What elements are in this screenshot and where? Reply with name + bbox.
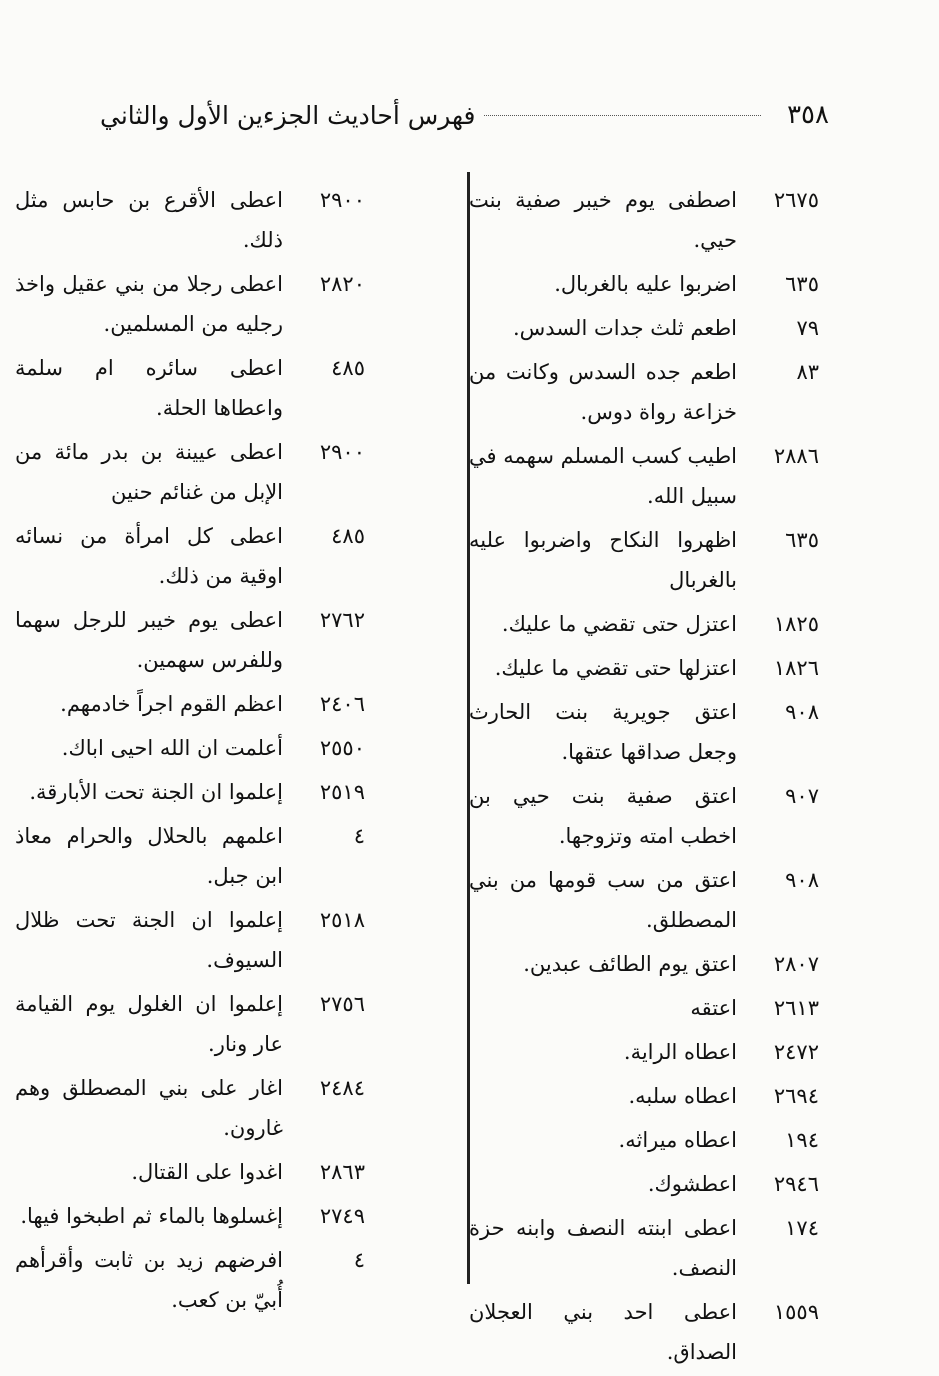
index-entry (15, 772, 365, 812)
index-entry (15, 432, 365, 512)
hadith-number: ٢٦٩٤ (773, 1084, 819, 1108)
index-entry (469, 308, 819, 348)
index-entry (469, 436, 819, 516)
hadith-text: اعطاه ميراثه. (618, 1128, 737, 1152)
index-entry (15, 1068, 365, 1148)
hadith-number: ٤ (353, 824, 365, 848)
hadith-number: ٢٨٠٧ (773, 952, 819, 976)
index-entry (469, 352, 819, 432)
hadith-number: ٢٧٦٢ (319, 608, 365, 632)
hadith-number: ٢٩٠٠ (319, 440, 365, 464)
index-entry (15, 1152, 365, 1192)
index-column-left (15, 180, 365, 1324)
index-entry (469, 944, 819, 984)
hadith-number: ٢٥١٨ (319, 908, 365, 932)
index-entry (15, 728, 365, 768)
hadith-number: ٢٦١٣ (773, 996, 819, 1020)
index-entry (469, 1032, 819, 1072)
hadith-text: اعتزل حتى تقضي ما عليك. (501, 612, 737, 636)
hadith-number: ٨٣ (796, 360, 819, 384)
page-number: ٣٥٨ (787, 100, 829, 130)
hadith-number: ٢٨٢٠ (319, 272, 365, 296)
hadith-number: ٢٩٠٠ (319, 188, 365, 212)
hadith-number: ٤ (353, 1248, 365, 1272)
hadith-text: اعطاه الراية. (623, 1040, 737, 1064)
hadith-text: افرضهم زيد بن ثابت وأقرأهم أُبيّ بن كعب. (15, 1248, 283, 1312)
hadith-text: اعطى يوم خيبر للرجل سهما وللفرس سهمين. (15, 608, 283, 672)
hadith-number: ١٩٤ (785, 1128, 819, 1152)
hadith-number: ٢٥٥٠ (319, 736, 365, 760)
hadith-number: ٢٤٨٤ (319, 1076, 365, 1100)
index-entry (15, 984, 365, 1064)
hadith-text: اعطاه سلبه. (628, 1084, 737, 1108)
header-dotted-rule (484, 115, 762, 116)
hadith-text: اعتق يوم الطائف عبدين. (523, 952, 737, 976)
hadith-text: اعطى رجلا من بني عقيل واخذ رجليه من المسلمين. (15, 272, 283, 336)
hadith-text: اعتزلها حتى تقضي ما عليك. (494, 656, 737, 680)
hadith-text: اعطى ابنته النصف وابنه حزة النصف. (469, 1216, 737, 1280)
index-entry (469, 988, 819, 1028)
hadith-text: اعتق من سب قومها من بني المصطلق. (469, 868, 737, 932)
index-column-right (469, 180, 819, 1376)
hadith-number: ٩٠٨ (785, 868, 819, 892)
index-entry (469, 1164, 819, 1204)
hadith-text: اعطى الأقرع بن حابس مثل ذلك. (15, 188, 283, 252)
index-entry (469, 1120, 819, 1160)
index-entry (469, 604, 819, 644)
hadith-number: ٢٦٧٥ (773, 188, 819, 212)
hadith-text: اظهروا النكاح واضربوا عليه بالغربال (469, 528, 737, 592)
hadith-text: اصطفى يوم خيبر صفية بنت حيي. (469, 188, 737, 252)
hadith-number: ١٨٢٦ (773, 656, 819, 680)
hadith-number: ٩٠٨ (785, 700, 819, 724)
hadith-text: اعتق صفية بنت حيي بن اخطب امته وتزوجها. (469, 784, 737, 848)
hadith-number: ٢٧٥٦ (319, 992, 365, 1016)
column-divider (467, 172, 470, 1284)
hadith-text: إعلموا ان الجنة تحت الأبارقة. (29, 780, 283, 804)
hadith-text: اعتقه (690, 996, 737, 1020)
hadith-text: إعلموا ان الغلول يوم القيامة عار ونار. (15, 992, 283, 1056)
hadith-number: ٢٧٤٩ (319, 1204, 365, 1228)
hadith-text: اعلمهم بالحلال والحرام معاذ ابن جبل. (15, 824, 283, 888)
hadith-text: اغدوا على القتال. (131, 1160, 283, 1184)
running-title: فهرس أحاديث الجزءين الأول والثاني (100, 100, 476, 130)
hadith-text: اطعم ثلث جدات السدس. (512, 316, 737, 340)
hadith-text: اضربوا عليه بالغربال. (554, 272, 737, 296)
index-entry (469, 1208, 819, 1288)
hadith-text: اعطى سائره ام سلمة واعطاها الحلة. (15, 356, 283, 420)
index-entry (469, 860, 819, 940)
index-entry (469, 180, 819, 260)
hadith-text: اعظم القوم اجراً خادمهم. (60, 692, 283, 716)
hadith-number: ١٥٥٩ (773, 1300, 819, 1324)
hadith-number: ٢٤٧٢ (773, 1040, 819, 1064)
hadith-number: ٩٠٧ (785, 784, 819, 808)
hadith-text: اطيب كسب المسلم سهمه في سبيل الله. (469, 444, 737, 508)
index-entry (15, 180, 365, 260)
index-entry (469, 648, 819, 688)
hadith-number: ٤٨٥ (331, 356, 365, 380)
hadith-text: اعطى كل امرأة من نسائه اوقية من ذلك. (15, 524, 283, 588)
hadith-number: ٦٣٥ (785, 528, 819, 552)
index-entry (15, 1240, 365, 1320)
hadith-text: إعلموا ان الجنة تحت ظلال السيوف. (15, 908, 283, 972)
hadith-number: ٢٨٦٣ (319, 1160, 365, 1184)
hadith-text: أعلمت ان الله احيى اباك. (61, 736, 283, 760)
index-entry (469, 1292, 819, 1372)
index-entry (15, 816, 365, 896)
hadith-number: ٢٤٠٦ (319, 692, 365, 716)
hadith-number: ١٨٢٥ (773, 612, 819, 636)
page-header (100, 90, 829, 140)
index-entry (469, 520, 819, 600)
index-entry (15, 1196, 365, 1236)
index-entry (15, 900, 365, 980)
hadith-number: ٢٥١٩ (319, 780, 365, 804)
index-entry (469, 692, 819, 772)
hadith-text: إغسلوها بالماء ثم اطبخوا فيها. (20, 1204, 283, 1228)
hadith-number: ٢٩٤٦ (773, 1172, 819, 1196)
index-entry (469, 776, 819, 856)
index-entry (15, 348, 365, 428)
hadith-text: اعطى عيينة بن بدر مائة من الإبل من غنائم حنين (15, 440, 283, 504)
hadith-text: اغار على بني المصطلق وهم غارون. (15, 1076, 283, 1140)
index-entry (469, 264, 819, 304)
index-entry (469, 1076, 819, 1116)
hadith-number: ١٧٤ (785, 1216, 819, 1240)
index-entry (15, 600, 365, 680)
hadith-text: اعتق جويرية بنت الحارث وجعل صداقها عتقها. (469, 700, 737, 764)
hadith-number: ٦٣٥ (785, 272, 819, 296)
hadith-number: ٢٨٨٦ (773, 444, 819, 468)
hadith-number: ٤٨٥ (331, 524, 365, 548)
hadith-text: اطعم جده السدس وكانت من خزاعة رواة دوس. (469, 360, 737, 424)
index-entry (15, 516, 365, 596)
index-entry (15, 264, 365, 344)
hadith-text: اعطشوك. (647, 1172, 737, 1196)
index-entry (15, 684, 365, 724)
hadith-number: ٧٩ (796, 316, 819, 340)
hadith-text: اعطى احد بني العجلان الصداق. (469, 1300, 737, 1364)
